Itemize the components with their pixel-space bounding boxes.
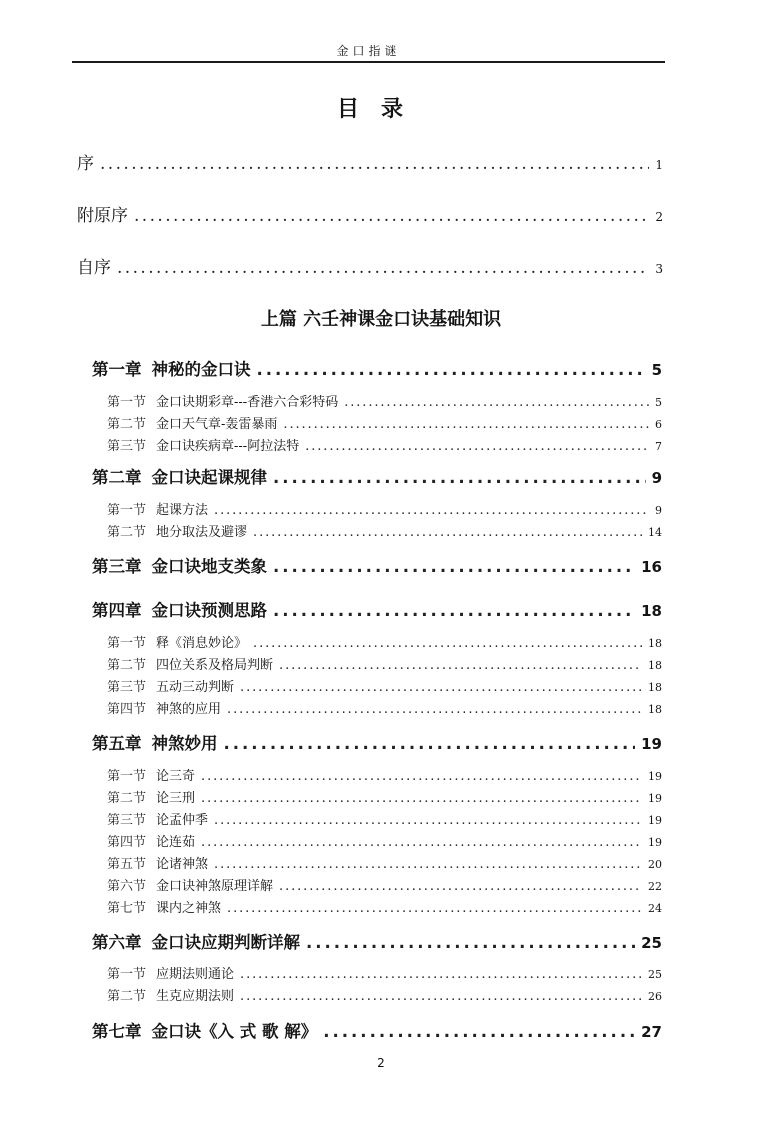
chapter-page: 19: [641, 735, 662, 753]
chapter-page: 25: [641, 934, 662, 952]
chapter-number: 第四章: [92, 601, 142, 620]
toc-section-5-5[interactable]: [107, 853, 662, 872]
chapter-title: 金口诀应期判断详解: [151, 933, 300, 952]
toc-section-4-4[interactable]: [107, 698, 662, 717]
section-page: 25: [648, 968, 662, 981]
toc-section-1-1[interactable]: [107, 391, 662, 410]
section-number: 第一节: [107, 395, 147, 410]
leader-dots: [214, 857, 642, 872]
chapter-number: 第一章: [92, 360, 142, 379]
section-page: 18: [648, 659, 662, 672]
toc-section-1-3[interactable]: [107, 435, 662, 454]
leader-dots: [100, 154, 649, 174]
toc-chapter-5[interactable]: [92, 730, 662, 754]
chapter-title: 神煞妙用: [151, 734, 218, 753]
toc-chapter-7[interactable]: [92, 1018, 662, 1042]
section-number: 第二节: [107, 989, 147, 1004]
section-page: 18: [648, 637, 662, 650]
chapter-page: 18: [641, 602, 662, 620]
toc-section-2-1[interactable]: [107, 499, 662, 518]
section-number: 第一节: [107, 503, 147, 518]
section-title: 论孟仲季: [156, 813, 209, 828]
part-title: 上篇 六壬神课金口诀基础知识: [260, 309, 502, 330]
section-number: 第一节: [107, 967, 147, 982]
leader-dots: [279, 658, 642, 673]
leader-dots: [201, 769, 642, 784]
section-page: 7: [655, 440, 662, 453]
leader-dots: [323, 1022, 635, 1041]
section-title: 五动三动判断: [156, 680, 235, 695]
leader-dots: [201, 835, 642, 850]
leader-dots: [134, 206, 649, 226]
section-page: 20: [648, 858, 662, 871]
section-title: 金口诀神煞原理详解: [156, 879, 274, 894]
leader-dots: [344, 395, 649, 410]
section-title: 金口诀期彩章---香港六合彩特码: [156, 395, 339, 410]
toc-section-5-2[interactable]: [107, 787, 662, 806]
entry-label: 序: [77, 154, 94, 174]
chapter-title: 金口诀《入 式 歌 解》: [151, 1022, 318, 1041]
toc-chapter-4[interactable]: [92, 597, 662, 621]
section-page: 19: [648, 792, 662, 805]
section-title: 课内之神煞: [156, 901, 222, 916]
leader-dots: [273, 468, 646, 487]
section-page: 14: [648, 526, 662, 539]
section-page: 19: [648, 770, 662, 783]
leader-dots: [240, 680, 642, 695]
toc-chapter-6[interactable]: [92, 929, 662, 953]
leader-dots: [306, 933, 635, 952]
section-number: 第三节: [107, 813, 147, 828]
section-title: 金口天气章-轰雷暴雨: [156, 417, 278, 432]
section-number: 第七节: [107, 901, 147, 916]
section-title: 地分取法及避谬: [156, 525, 248, 540]
leader-dots: [214, 813, 642, 828]
running-header: 金口指谜: [336, 44, 401, 58]
section-number: 第六节: [107, 879, 147, 894]
section-page: 9: [655, 504, 662, 517]
leader-dots: [257, 360, 646, 379]
section-title: 论诸神煞: [156, 857, 209, 872]
toc-section-4-1[interactable]: [107, 632, 662, 651]
chapter-number: 第六章: [92, 933, 142, 952]
leader-dots: [201, 791, 642, 806]
leader-dots: [279, 879, 642, 894]
section-number: 第三节: [107, 439, 147, 454]
section-number: 第五节: [107, 857, 147, 872]
chapter-page: 16: [641, 558, 662, 576]
section-number: 第二节: [107, 417, 147, 432]
leader-dots: [253, 525, 642, 540]
entry-page: 1: [655, 158, 663, 172]
section-page: 19: [648, 836, 662, 849]
header-rule: [72, 61, 665, 63]
toc-section-6-2[interactable]: [107, 985, 662, 1004]
section-number: 第二节: [107, 658, 147, 673]
toc-section-5-7[interactable]: [107, 897, 662, 916]
toc-entry-preface[interactable]: [77, 149, 663, 174]
section-title: 论三刑: [156, 791, 196, 806]
toc-section-5-1[interactable]: [107, 765, 662, 784]
section-page: 18: [648, 703, 662, 716]
section-title: 生克应期法则: [156, 989, 235, 1004]
leader-dots: [240, 989, 642, 1004]
leader-dots: [224, 734, 636, 753]
toc-chapter-1[interactable]: [92, 356, 662, 380]
section-title: 起课方法: [156, 503, 209, 518]
section-page: 5: [655, 396, 662, 409]
toc-section-5-6[interactable]: [107, 875, 662, 894]
entry-page: 3: [655, 262, 663, 276]
toc-section-5-3[interactable]: [107, 809, 662, 828]
entry-label: 附原序: [77, 206, 128, 226]
page-number: 2: [377, 1056, 385, 1070]
section-number: 第四节: [107, 702, 147, 717]
chapter-number: 第七章: [92, 1022, 142, 1041]
toc-section-4-3[interactable]: [107, 676, 662, 695]
leader-dots: [240, 967, 642, 982]
section-number: 第三节: [107, 680, 147, 695]
section-page: 22: [648, 880, 662, 893]
leader-dots: [117, 258, 649, 278]
chapter-title: 神秘的金口诀: [151, 360, 251, 379]
toc-section-4-2[interactable]: [107, 654, 662, 673]
leader-dots: [227, 901, 642, 916]
toc-section-6-1[interactable]: [107, 963, 662, 982]
section-title: 应期法则通论: [156, 967, 235, 982]
section-title: 论三奇: [156, 769, 196, 784]
chapter-title: 金口诀起课规律: [151, 468, 267, 487]
toc-chapter-2[interactable]: [92, 464, 662, 488]
entry-page: 2: [655, 210, 663, 224]
section-number: 第二节: [107, 525, 147, 540]
toc-entry-original-preface[interactable]: [77, 201, 663, 226]
toc-chapter-3[interactable]: [92, 553, 662, 577]
entry-label: 自序: [77, 258, 111, 278]
toc-section-2-2[interactable]: [107, 521, 662, 540]
section-page: 26: [648, 990, 662, 1003]
section-page: 24: [648, 902, 662, 915]
leader-dots: [273, 601, 635, 620]
leader-dots: [273, 557, 635, 576]
section-number: 第四节: [107, 835, 147, 850]
section-page: 18: [648, 681, 662, 694]
page-title: 目录: [336, 97, 425, 122]
chapter-title: 金口诀预测思路: [151, 601, 267, 620]
chapter-number: 第二章: [92, 468, 142, 487]
section-page: 6: [655, 418, 662, 431]
section-title: 金口诀疾病章---阿拉法特: [156, 439, 300, 454]
section-number: 第一节: [107, 769, 147, 784]
toc-entry-author-preface[interactable]: [77, 253, 663, 278]
leader-dots: [253, 636, 642, 651]
chapter-page: 5: [651, 361, 662, 379]
leader-dots: [283, 417, 649, 432]
leader-dots: [227, 702, 642, 717]
section-title: 四位关系及格局判断: [156, 658, 274, 673]
section-title: 神煞的应用: [156, 702, 222, 717]
section-number: 第二节: [107, 791, 147, 806]
chapter-page: 27: [641, 1023, 662, 1041]
chapter-title: 金口诀地支类象: [151, 557, 267, 576]
section-title: 释《消息妙论》: [156, 636, 248, 651]
section-page: 19: [648, 814, 662, 827]
chapter-page: 9: [651, 469, 662, 487]
toc-section-5-4[interactable]: [107, 831, 662, 850]
toc-section-1-2[interactable]: [107, 413, 662, 432]
chapter-number: 第五章: [92, 734, 142, 753]
section-number: 第一节: [107, 636, 147, 651]
section-title: 论连茹: [156, 835, 196, 850]
leader-dots: [305, 439, 649, 454]
chapter-number: 第三章: [92, 557, 142, 576]
leader-dots: [214, 503, 649, 518]
